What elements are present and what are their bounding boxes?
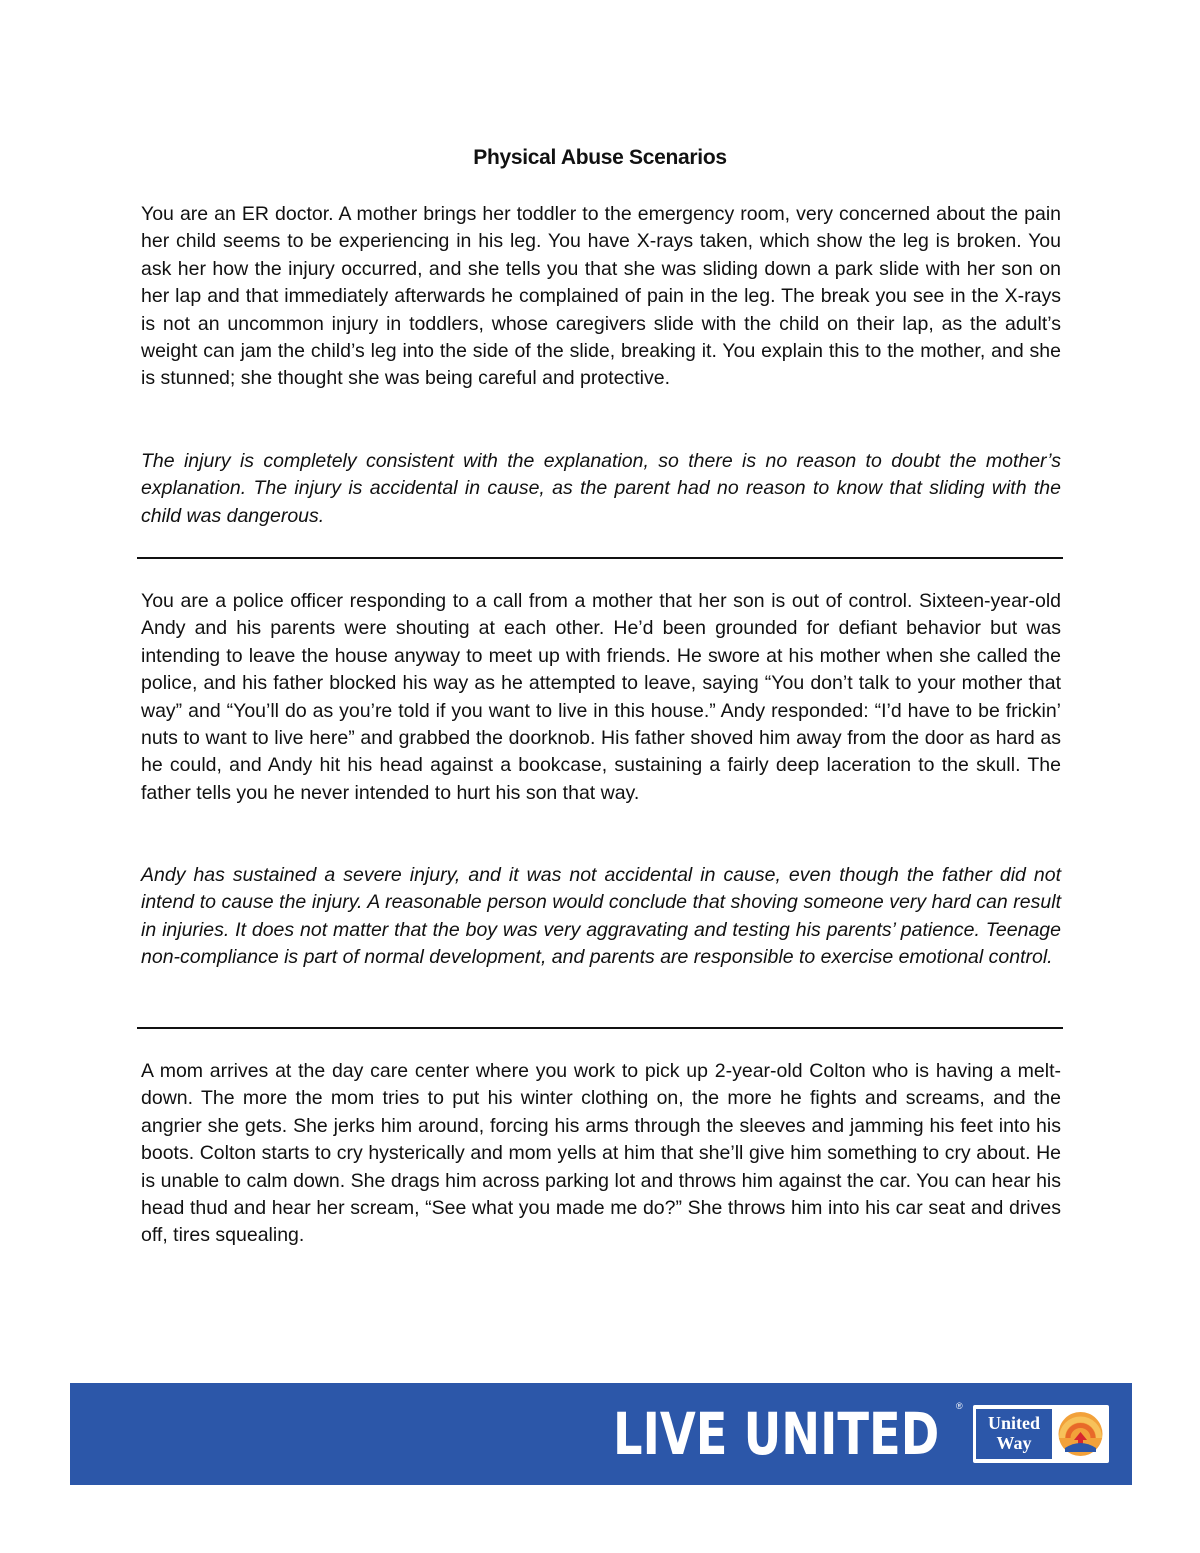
page-title: Physical Abuse Scenarios [473,146,727,169]
united-way-hand-rainbow-icon [1055,1408,1106,1460]
scenario-2-conclusion: Andy has sustained a severe injury, and it was not accidental in cause, even though the father did not intend to cause the injury. A reasonable person would conclude that shoving someone very hard can result in injuries. It does not matter that the boy was very aggravating and testing his parents’ patience. Teenage non-compliance is part of normal development, and parents are responsible to exercise emotional control. [141,864,1061,969]
section-divider [137,1027,1063,1029]
scenario-1-conclusion-block [141,448,1061,530]
scenario-2-text: You are a police officer responding to a call from a mother that her son is out of control. Sixteen-year-old Andy and his parents were shouting at each other. He’d been grounded for defiant behavior but was intending to leave the house anyway to meet up with friends. He swore at his mother when she called the police, and his father blocked his way as he attempted to leave, saying “You don’t talk to your mother that way” and “You’ll do as you’re told if you want to live in this house.” Andy responded: “I’d have to be frickin’ nuts to want to live here” and grabbed the doorknob. His father shoved him away from the door as hard as he could, and Andy hit his head against a bookcase, sustaining a fairly deep laceration to the skull. The father tells you he never intended to hurt his son that way. [141,590,1061,804]
logo-text-way: Way [996,1433,1032,1453]
scenario-1-text: You are an ER doctor. A mother brings her toddler to the emergency room, very concerned about the pain her child seems to be experiencing in his leg. You have X-rays taken, which show the leg is broken. You ask her how the injury occurred, and she tells you that she was sliding down a park slide with her son on her lap and that immediately afterwards he complained of pain in the leg. The break you see in the X-rays is not an uncommon injury in toddlers, whose caregivers slide with the child on their lap, as the adult’s weight can jam the child’s leg into the side of the slide, breaking it. You explain this to the mother, and she is stunned; she thought she was being careful and protective. [141,203,1061,390]
scenario-3 [141,1058,1061,1250]
scenario-2-conclusion-block [141,862,1061,972]
scenario-2 [141,588,1061,807]
united-way-logo [973,1405,1109,1463]
section-divider [137,557,1063,559]
footer-banner [70,1383,1132,1485]
scenario-1 [141,201,1061,393]
scenario-3-text: A mom arrives at the day care center where you work to pick up 2-year-old Colton who is having a melt-down. The more the mom tries to put his winter clothing on, the more he fights and screams, and the angrier she gets. She jerks him around, forcing his arms through the sleeves and jamming his feet into his boots. Colton starts to cry hysterically and mom yells at him that she’ll give him something to cry about. He is unable to calm down. She drags him across parking lot and throws him against the car. You can hear his head thud and hear her scream, “See what you made me do?” She throws him into his car seat and drives off, tires squealing. [141,1060,1061,1247]
logo-text-united: United [987,1413,1040,1433]
united-way-wordmark [976,1409,1052,1459]
scenario-1-conclusion: The injury is completely consistent with the explanation, so there is no reason to doubt the mother’s explanation. The injury is accidental in cause, as the parent had no reason to know that sliding with the child was dangerous. [141,450,1061,527]
trademark-symbol: ® [956,1401,963,1411]
live-united-slogan: LIVE UNITED [613,1400,940,1468]
